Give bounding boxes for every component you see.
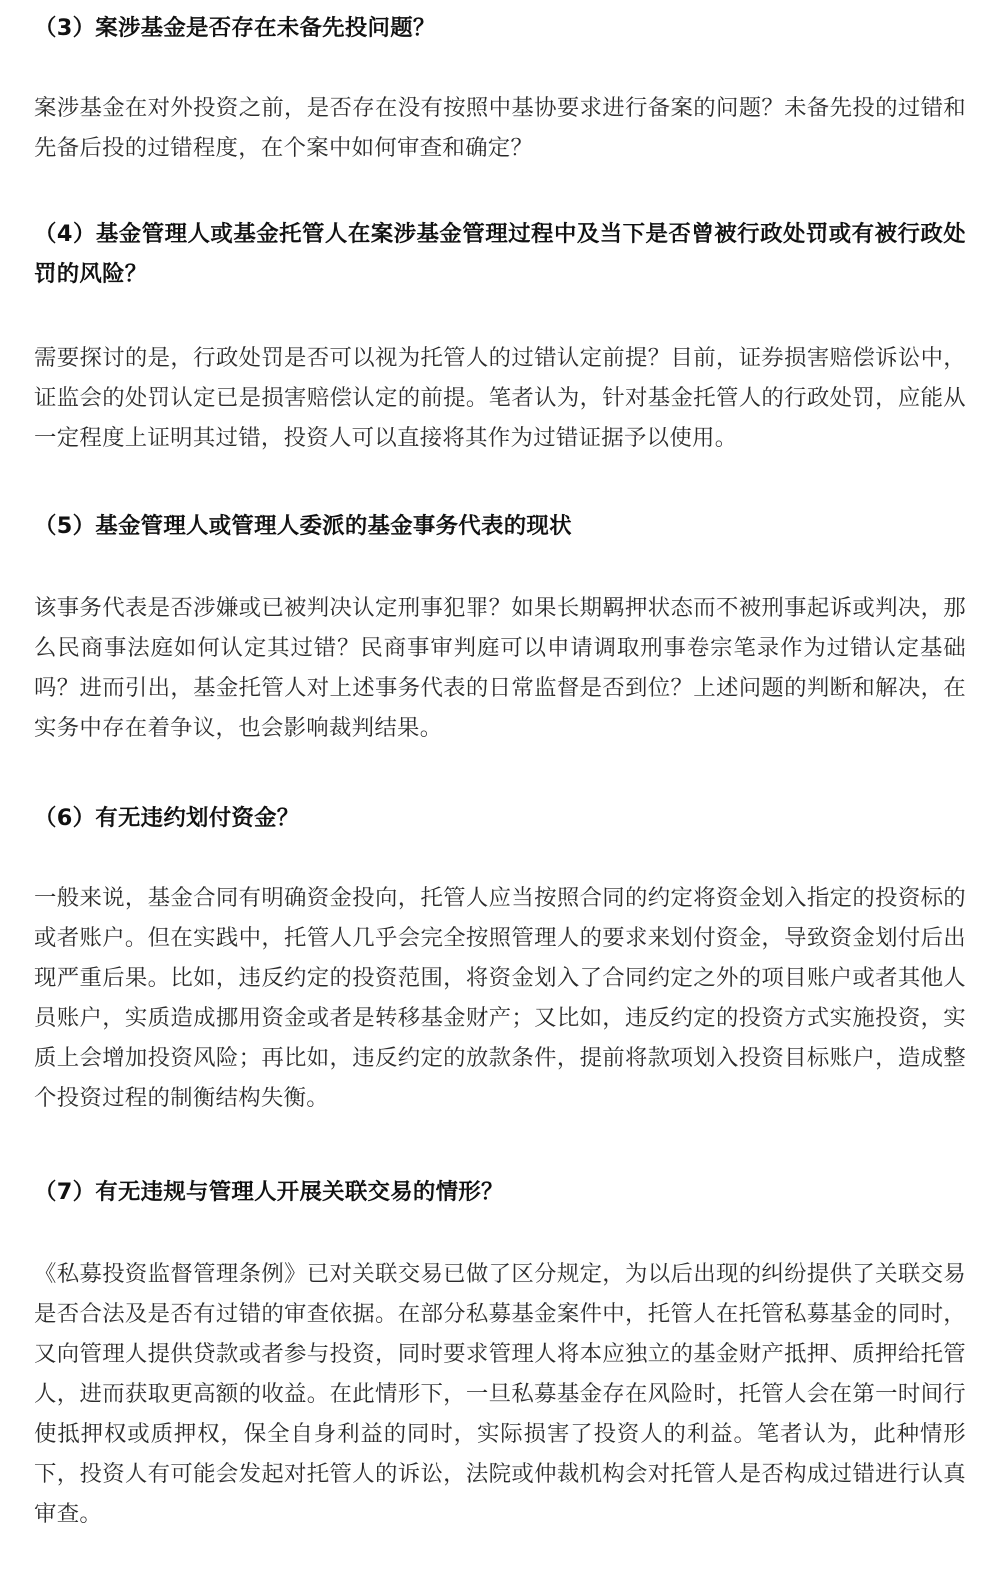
section-paragraph-6: 一般来说，基金合同有明确资金投向，托管人应当按照合同的约定将资金划入指定的投资标的或者账户。但在实践中，托管人几乎会完全按照管理人的要求来划付资金，导致资金划付后出现严重后果。比如，违反约定的投资范围，将资金划入了合同约定之外的项目账户或者其他人员账户，实质造成挪用资金或者是转移基金财产；又比如，违反约定的投资方式实施投资，实质上会增加投资风险；再比如，违反约定的放款条件，提前将款项划入投资目标账户，造成整个投资过程的制衡结构失衡。 xyxy=(34,885,966,1111)
section-heading-4: （4）基金管理人或基金托管人在案涉基金管理过程中及当下是否曾被行政处罚或有被行政处罚的风险？ xyxy=(34,221,966,287)
section-paragraph-7: 《私募投资监督管理条例》已对关联交易已做了区分规定，为以后出现的纠纷提供了关联交易是否合法及是否有过错的审查依据。在部分私募基金案件中，托管人在托管私募基金的同时，又向管理人提供贷款或者参与投资，同时要求管理人将本应独立的基金财产抵押、质押给托管人，进而获取更高额的收益。在此情形下，一旦私募基金存在风险时，托管人会在第一时间行使抵押权或质押权，保全自身利益的同时，实际损害了投资人的利益。笔者认为，此种情形下，投资人有可能会发起对托管人的诉讼，法院或仲裁机构会对托管人是否构成过错进行认真审查。 xyxy=(34,1261,966,1527)
section-heading-6: （6）有无违约划付资金？ xyxy=(34,805,300,831)
section-paragraph-5: 该事务代表是否涉嫌或已被判决认定刑事犯罪？如果长期羁押状态而不被刑事起诉或判决，那么民商事法庭如何认定其过错？民商事审判庭可以申请调取刑事卷宗笔录作为过错认定基础吗？进而引出，基金托管人对上述事务代表的日常监督是否到位？上述问题的判断和解决，在实务中存在着争议，也会影响裁判结果。 xyxy=(34,595,966,741)
section-heading-3: （3）案涉基金是否存在未备先投问题？ xyxy=(34,15,436,41)
section-paragraph-4: 需要探讨的是，行政处罚是否可以视为托管人的过错认定前提？目前，证券损害赔偿诉讼中，证监会的处罚认定已是损害赔偿认定的前提。笔者认为，针对基金托管人的行政处罚，应能从一定程度上证明其过错，投资人可以直接将其作为过错证据予以使用。 xyxy=(34,345,966,451)
section-heading-5: （5）基金管理人或管理人委派的基金事务代表的现状 xyxy=(34,513,572,539)
section-heading-7: （7）有无违规与管理人开展关联交易的情形？ xyxy=(34,1179,504,1205)
section-paragraph-3: 案涉基金在对外投资之前，是否存在没有按照中基协要求进行备案的问题？未备先投的过错和先备后投的过错程度，在个案中如何审查和确定？ xyxy=(34,95,966,161)
